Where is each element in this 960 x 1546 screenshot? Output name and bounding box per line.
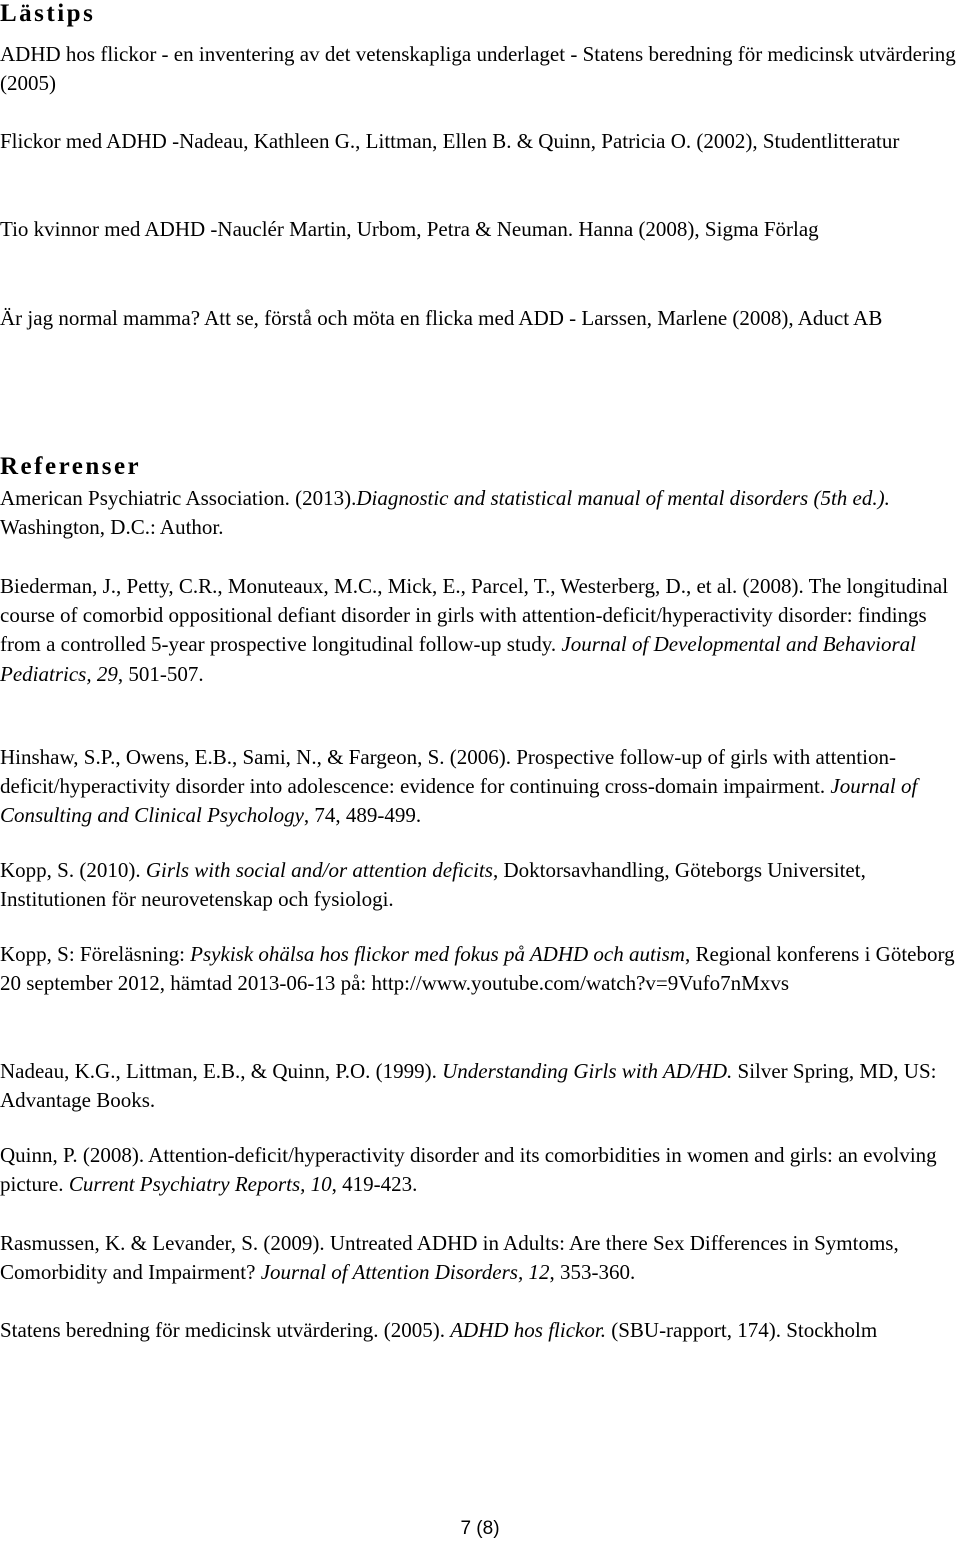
reference-title: Journal of Developmental and Behavioral Pediatrics, 29 bbox=[0, 632, 917, 686]
lastips-item: ADHD hos flickor - en inventering av det vetenskapliga underlaget - Statens beredning för medicinsk utvärdering (2005) bbox=[0, 42, 956, 96]
reference-item bbox=[0, 484, 958, 542]
reference-text: , Regional konferens i Göteborg 20 september 2012, hämtad 2013-06-13 på: http://www.youtube.com/watch?v=9Vufo7nMxvs bbox=[0, 942, 955, 996]
lastips-item: Tio kvinnor med ADHD -Nauclér Martin, Urbom, Petra & Neuman. Hanna (2008), Sigma Förlag bbox=[0, 217, 819, 241]
reference-title: Psykisk ohälsa hos flickor med fokus på ADHD och autism bbox=[190, 942, 685, 966]
reference-title: Journal of Consulting and Clinical Psychology bbox=[0, 774, 918, 828]
reference-title: Current Psychiatry Reports, 10 bbox=[68, 1172, 332, 1197]
reference-item bbox=[0, 1229, 958, 1287]
reference-title: Girls with social and/or attention deficits bbox=[145, 858, 493, 882]
reference-text: Quinn, P. (2008). Attention-deficit/hyperactivity disorder and its comorbidities in women and girls: an evolving picture. bbox=[0, 1143, 937, 1197]
reference-item bbox=[0, 572, 958, 689]
page-number: 7 (8) bbox=[460, 1518, 500, 1539]
reference-item bbox=[0, 743, 958, 831]
reference-text: Washington, D.C.: Author. bbox=[0, 515, 224, 540]
reference-text: Kopp, S: Föreläsning: bbox=[0, 942, 191, 966]
lastips-item: Är jag normal mamma? Att se, förstå och möta en flicka med ADD - Larssen, Marlene (2008), Aduct AB bbox=[0, 306, 883, 330]
reference-text: , Doktorsavhandling, Göteborgs Universitet, Institutionen för neurovetenskap och fysiologi. bbox=[0, 858, 866, 912]
reference-title: Understanding Girls with AD/HD. bbox=[442, 1059, 733, 1083]
reference-text: , 419-423. bbox=[331, 1172, 418, 1197]
lastips-heading: Lästips bbox=[0, 0, 96, 27]
reference-item bbox=[0, 1057, 958, 1115]
reference-text: American Psychiatric Association. (2013). bbox=[0, 486, 357, 510]
lastips-item: Flickor med ADHD -Nadeau, Kathleen G., Littman, Ellen B. & Quinn, Patricia O. (2002), Studentlitteratur bbox=[0, 129, 900, 153]
reference-text: Silver Spring, MD, US: Advantage Books. bbox=[0, 1059, 937, 1113]
referenser-heading: Referenser bbox=[0, 453, 142, 480]
reference-text: , 501-507. bbox=[117, 661, 204, 686]
reference-text: Biederman, J., Petty, C.R., Monuteaux, M.C., Mick, E., Parcel, T., Westerberg, D., et al. (2008). The longitudinal course of comorbid oppositional defiant disorder in girls with attention-deficit/hyperactivity disorder: findings from a controlled 5-year prospective longitudinal follow-up study. bbox=[0, 574, 949, 657]
reference-item bbox=[0, 1316, 958, 1345]
reference-title: Diagnostic and statistical manual of mental disorders (5th ed.). bbox=[356, 486, 890, 510]
reference-text: (SBU-rapport, 174). Stockholm bbox=[605, 1318, 878, 1342]
reference-item bbox=[0, 1141, 958, 1199]
reference-item bbox=[0, 856, 958, 914]
reference-text: Hinshaw, S.P., Owens, E.B., Sami, N., & Fargeon, S. (2006). Prospective follow-up of girls with attention-deficit/hyperactivity disorder into adolescence: evidence for continuing cross-domain impairment. bbox=[0, 745, 896, 799]
reference-title: Journal of Attention Disorders, 12 bbox=[260, 1260, 550, 1285]
reference-text: Nadeau, K.G., Littman, E.B., & Quinn, P.O. (1999). bbox=[0, 1059, 443, 1083]
reference-text: Statens beredning för medicinsk utvärdering. (2005). bbox=[0, 1318, 451, 1342]
reference-title: ADHD hos flickor. bbox=[450, 1318, 606, 1342]
reference-text: Rasmussen, K. & Levander, S. (2009). Untreated ADHD in Adults: Are there Sex Differences in Symtoms, Comorbidity and Impairment? bbox=[0, 1231, 899, 1285]
reference-text: , 74, 489-499. bbox=[303, 803, 422, 828]
reference-text: Kopp, S. (2010). bbox=[0, 858, 146, 882]
page-number-footer bbox=[0, 1518, 960, 1540]
reference-text: , 353-360. bbox=[549, 1260, 636, 1285]
reference-item bbox=[0, 940, 958, 998]
